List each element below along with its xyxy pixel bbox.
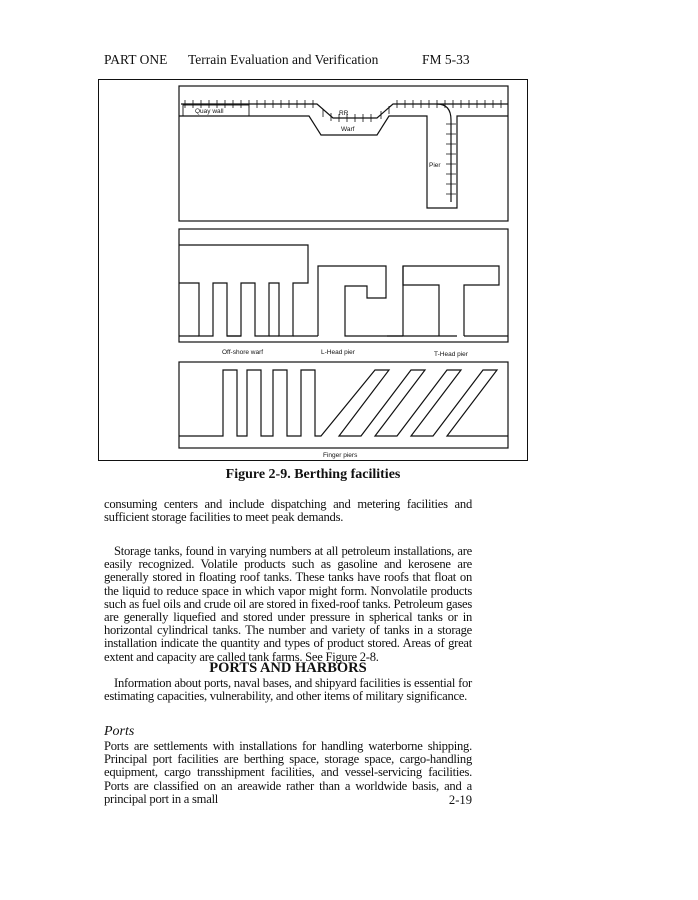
panel-1-frame [179,86,508,221]
page-number: 2-19 [448,793,472,807]
berthing-facilities-figure [98,79,528,461]
panel-finger-piers [179,362,508,459]
paragraph-consuming-centers: consuming centers and include dispatching and metering facilities and sufficient storage facilities to meet peak demands. [104,497,472,525]
header-part: PART ONE [104,52,168,67]
label-l-head-pier: L-Head pier [321,349,355,356]
label-finger-piers: Finger piers [323,452,358,459]
paragraph-ports-definition: Ports are settlements with installations for handling waterborne shipping. Principal port facilities are berthing space, storage space, cargo-handling equipment, cargo transshipment facilities, and vessel-servicing facilities. Ports are classified on an areawide rather than a worldwide basis, and a principal port in a small [104,739,472,806]
t-head-pier-outline [403,266,439,336]
label-quay-wall: Quay wall [195,108,224,115]
label-offshore-warf: Off-shore warf [222,349,264,356]
panel-3-frame [179,362,508,448]
offshore-warf-outline [179,245,308,336]
paragraph-storage-tanks: Storage tanks, found in varying numbers at all petroleum installations, are easily recognized. Volatile products such as gasoline and kerosene are generally stored in floating roof tanks. These tanks have roofs that float on the liquid to reduce space in which vapor might form. Nonvolatile products such as fuel oils and crude oil are stored in fixed-roof tanks. Petroleum gases are generally liquefied and stored under pressure in spherical tanks or in horizontal cylindrical tanks. The number and variety of tanks in a storage installation indicate the quantity and types of product stored. Areas of great extent and capacity are called tank farms. See Figure 2-8. [104,544,472,664]
pier-spur-line [437,104,451,202]
figure-caption: Figure 2-9. Berthing facilities [225,467,401,482]
label-pier: Pier [429,162,441,169]
finger-piers-outline [179,370,508,436]
header-manual-number: FM 5-33 [422,52,470,67]
panel-warf-lhead-thead [179,229,508,358]
panel-2-frame [179,229,508,342]
label-t-head-pier: T-Head pier [434,351,468,358]
section-title-ports-harbors: PORTS AND HARBORS [209,660,367,676]
header-title: Terrain Evaluation and Verification [188,52,379,67]
t-head-pier-outline-base [387,266,499,336]
subsection-title-ports: Ports [104,724,135,739]
berthing-diagram [99,80,529,462]
paragraph-ports-info: Information about ports, naval bases, and shipyard facilities is essential for estimating capacities, vulnerability, and other items of military significance. [104,676,472,704]
label-rr: RR [339,110,349,117]
page-header [104,52,504,70]
label-warf: Warf [341,126,355,133]
panel-quay-warf-pier [179,86,508,221]
l-head-pier-outline [318,266,457,336]
